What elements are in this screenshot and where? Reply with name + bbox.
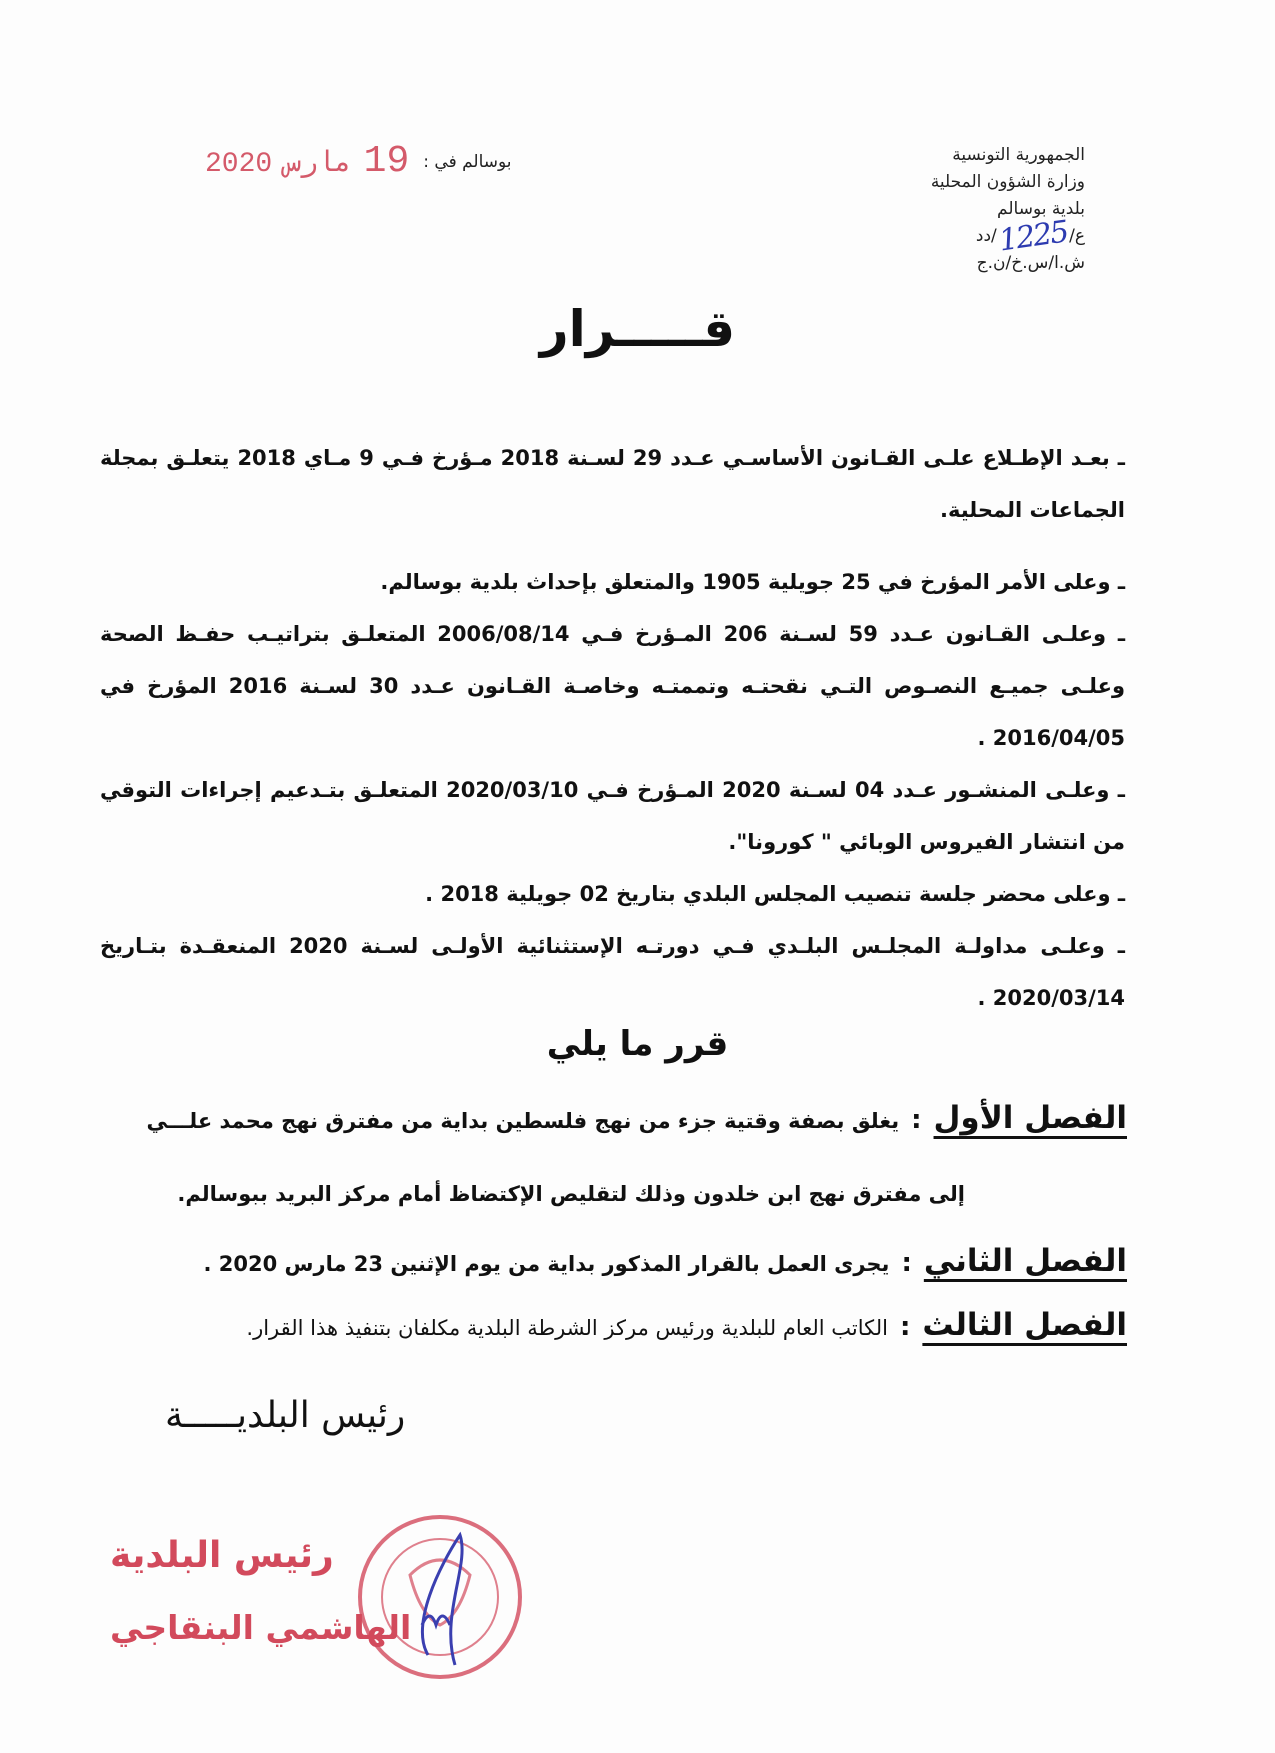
- municipality-line: بلدية بوسالم: [997, 199, 1085, 219]
- preamble-paragraph: ـ وعلى محضر جلسة تنصيب المجلس البلدي بتاريخ 02 جويلية 2018 .: [425, 882, 1125, 906]
- reference-line: [931, 214, 1085, 259]
- reference-prefix: ع/: [1069, 226, 1085, 246]
- stamp-title: رئيس البلدية: [110, 1535, 334, 1576]
- article-label: الفصل الثاني: [923, 1243, 1127, 1279]
- preamble-paragraph: ـ وعلـى القـانون عـدد 59 لسـنة 206 المـؤرخ فـي 2006/08/14 المتعلـق بتراتيـب حفـظ الصحة وعلـى جميـع النصـوص التـي نقحتـه وتممتـه وخاصـة القـانون عـدد 30 لسـنة 2016 المؤرخ في 2016/04/05 .: [100, 622, 1126, 750]
- date-day: 19: [363, 140, 410, 183]
- preamble-paragraph: ـ وعلى الأمر المؤرخ في 25 جويلية 1905 والمتعلق بإحداث بلدية بوسالم.: [380, 570, 1125, 594]
- reference-suffix: /دد: [975, 226, 997, 246]
- document-title: قـــــرار: [539, 300, 736, 358]
- article-label: الفصل الأول: [933, 1100, 1127, 1136]
- article-text: يجرى العمل بالقرار المذكور بداية من يوم الإثنين 23 مارس 2020 .: [203, 1252, 890, 1276]
- reference-code: ش.ا/س.خ/ن.ج: [976, 253, 1085, 273]
- date-year: 2020: [205, 149, 273, 180]
- mayor-title: رئيس البلديـــــة: [165, 1395, 406, 1436]
- decision-heading: قرر ما يلي: [546, 1024, 729, 1064]
- article-label: الفصل الثالث: [922, 1307, 1127, 1343]
- date-stamp: [205, 140, 409, 183]
- date-place-label: بوسالم في :: [423, 151, 512, 172]
- article-separator: :: [901, 1248, 912, 1278]
- article-separator: :: [899, 1312, 911, 1342]
- article-text: الكاتب العام للبلدية ورئيس مركز الشرطة البلدية مكلفان بتنفيذ هذا القرار.: [246, 1316, 888, 1340]
- preamble-paragraph: ـ وعلـى المنشـور عـدد 04 لسـنة 2020 المـؤرخ فـي 2020/03/10 المتعلـق بتـدعيم إجراءات التوقي من انتشار الفيروس الوبائي " كورونا".: [100, 778, 1125, 854]
- article-text: يغلق بصفة وقتية جزء من نهج فلسطين بداية من مفترق نهج محمد علـــي: [146, 1109, 900, 1133]
- date-block: [205, 140, 512, 183]
- article-separator: :: [911, 1105, 922, 1135]
- article-1: [147, 1100, 1127, 1136]
- article-3: [246, 1307, 1127, 1343]
- ministry-line: وزارة الشؤون المحلية: [930, 172, 1085, 192]
- letterhead: [931, 142, 1085, 277]
- official-seal-icon: [110, 1505, 530, 1695]
- reference-number: 1225: [996, 214, 1070, 259]
- preamble-paragraph: ـ وعلـى مداولـة المجلـس البلـدي فـي دورتـه الإستثنائية الأولـى لسـنة 2020 المنعقـدة بتـاريخ 2020/03/14 .: [100, 934, 1125, 1010]
- stamp-name: الهاشمي البنقاجي: [110, 1608, 412, 1647]
- article-1-continuation: إلى مفترق نهج ابن خلدون وذلك لتقليص الإكتضاظ أمام مركز البريد ببوسالم.: [177, 1182, 965, 1206]
- article-2: [203, 1243, 1127, 1279]
- date-month: مارس: [284, 149, 352, 180]
- republic-line: الجمهورية التونسية: [952, 145, 1085, 165]
- preamble-paragraph: ـ بعـد الإطـلاع علـى القـانون الأساسـي عـدد 29 لسـنة 2018 مـؤرخ فـي 9 مـاي 2018 يتعلـق بمجلة الجماعات المحلية.: [100, 446, 1125, 522]
- preamble: [100, 432, 1125, 1024]
